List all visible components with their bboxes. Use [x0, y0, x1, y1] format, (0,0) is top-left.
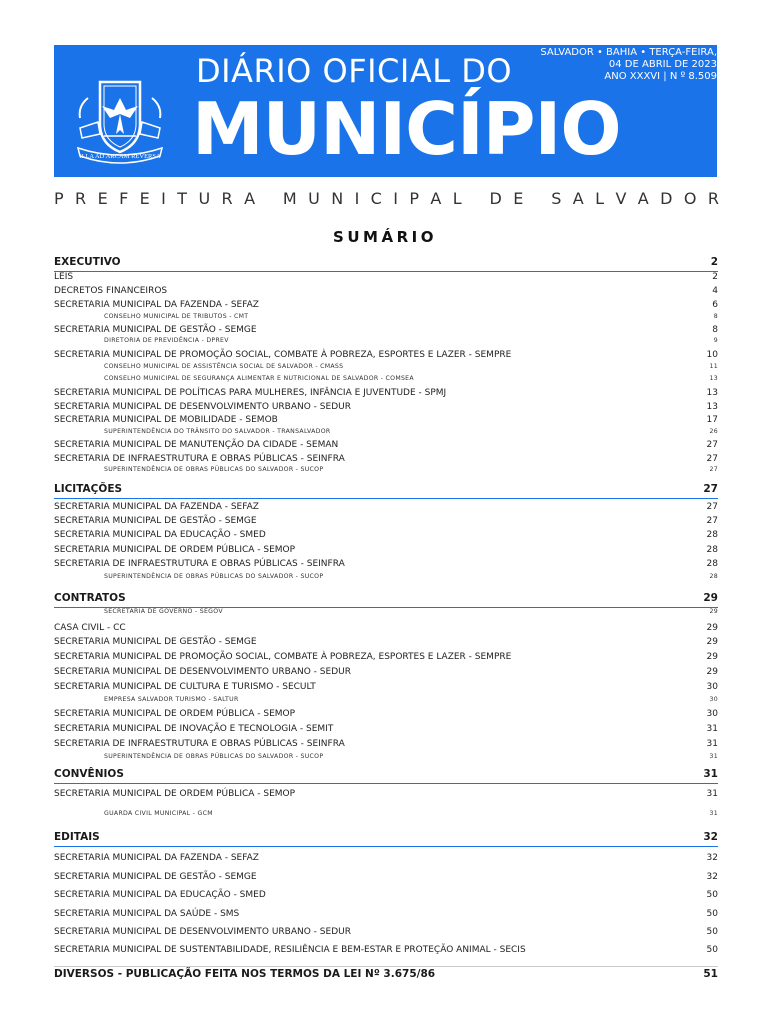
toc-entry — [54, 927, 718, 939]
entry-label: SECRETARIA MUNICIPAL DA EDUCAÇÃO - SMED — [54, 530, 266, 540]
toc-entry — [54, 440, 718, 452]
entry-page-number: 50 — [706, 909, 718, 919]
prefeitura-letter: L — [452, 189, 462, 208]
entry-label: SECRETARIA DE INFRAESTRUTURA E OBRAS PÚBLICAS - SEINFRA — [54, 559, 345, 569]
toc-entry — [54, 350, 718, 362]
toc-entry — [54, 325, 718, 337]
toc-entry — [54, 530, 718, 542]
section-header — [54, 968, 718, 983]
prefeitura-letter: I — [393, 189, 398, 208]
prefeitura-letter: E — [139, 189, 150, 208]
entry-label: SECRETARIA MUNICIPAL DA FAZENDA - SEFAZ — [54, 502, 259, 512]
entry-label: SUPERINTENDÊNCIA DE OBRAS PÚBLICAS DO SALVADOR - SUCOP — [104, 753, 324, 760]
entry-label: SECRETARIA MUNICIPAL DE GESTÃO - SEMGE — [54, 637, 257, 647]
entry-page-number: 50 — [706, 927, 718, 937]
entry-label: SECRETARIA MUNICIPAL DE ORDEM PÚBLICA - SEMOP — [54, 709, 296, 719]
entry-label: SECRETARIA MUNICIPAL DE GESTÃO - SEMGE — [54, 872, 257, 882]
prefeitura-letter: N — [331, 189, 344, 208]
prefeitura-letter: S — [551, 189, 562, 208]
entry-page-number: 27 — [709, 466, 718, 473]
section-header — [54, 256, 718, 272]
sub-entry — [104, 608, 718, 617]
prefeitura-letter: U — [308, 189, 320, 208]
entry-label: LEIS — [54, 272, 74, 282]
entry-page-number: 27 — [706, 454, 718, 464]
toc-entry — [54, 415, 718, 427]
toc-entry — [54, 516, 718, 528]
entry-page-number: 30 — [706, 709, 718, 719]
entry-label: DIRETORIA DE PREVIDÊNCIA - DPREV — [104, 337, 229, 344]
entry-page-number: 11 — [709, 363, 718, 370]
section-page-number: 2 — [710, 256, 718, 268]
toc-entry — [54, 637, 718, 649]
sub-entry — [104, 810, 718, 819]
toc-entry — [54, 272, 718, 284]
prefeitura-letter: R — [221, 189, 233, 208]
entry-page-number: 13 — [709, 375, 718, 382]
prefeitura-letter: A — [244, 189, 256, 208]
entry-page-number: 27 — [706, 440, 718, 450]
section-title: DIVERSOS - PUBLICAÇÃO FEITA NOS TERMOS DA LEI Nº 3.675/86 — [54, 968, 436, 980]
section-header — [54, 831, 718, 847]
entry-page-number: 31 — [709, 753, 718, 760]
entry-page-number: 4 — [712, 286, 718, 296]
entry-page-number: 28 — [709, 573, 718, 580]
entry-label: CASA CIVIL - CC — [54, 623, 126, 633]
prefeitura-letter: D — [660, 189, 673, 208]
entry-page-number: 13 — [706, 402, 718, 412]
entry-label: SECRETARIA DE INFRAESTRUTURA E OBRAS PÚBLICAS - SEINFRA — [54, 739, 345, 749]
entry-label: SECRETARIA MUNICIPAL DE GESTÃO - SEMGE — [54, 516, 257, 526]
section-header — [54, 483, 718, 499]
entry-page-number: 26 — [709, 428, 718, 435]
entry-label: SECRETARIA MUNICIPAL DA FAZENDA - SEFAZ — [54, 300, 259, 310]
entry-page-number: 30 — [709, 696, 718, 703]
entry-label: SECRETARIA MUNICIPAL DE DESENVOLVIMENTO URBANO - SEDUR — [54, 927, 351, 937]
toc-entry — [54, 890, 718, 902]
entry-label: SECRETARIA MUNICIPAL DA SAÚDE - SMS — [54, 909, 240, 919]
entry-page-number: 17 — [706, 415, 718, 425]
entry-label: SECRETARIA MUNICIPAL DE INOVAÇÃO E TECNOLOGIA - SEMIT — [54, 724, 334, 734]
prefeitura-letter — [473, 189, 478, 208]
toc-entry — [54, 545, 718, 557]
prefeitura-letter: T — [177, 189, 188, 208]
prefeitura-letter: U — [198, 189, 211, 208]
toc-entry — [54, 652, 718, 664]
toc-entry — [54, 709, 718, 721]
toc-entry — [54, 789, 718, 801]
toc-entry — [54, 402, 718, 414]
entry-label: CONSELHO MUNICIPAL DE ASSISTÊNCIA SOCIAL DE SALVADOR - CMASS — [104, 363, 344, 370]
entry-label: SECRETARIA MUNICIPAL DE ORDEM PÚBLICA - SEMOP — [54, 545, 296, 555]
sub-entry — [104, 375, 718, 384]
entry-page-number: 29 — [706, 667, 718, 677]
toc-entry — [54, 502, 718, 514]
toc-entry — [54, 286, 718, 298]
entry-label: CONSELHO MUNICIPAL DE SEGURANÇA ALIMENTAR E NUTRICIONAL DE SALVADOR - COMSEA — [104, 375, 414, 382]
prefeitura-letter: C — [370, 189, 382, 208]
entry-label: SECRETARIA MUNICIPAL DE MOBILIDADE - SEMOB — [54, 415, 278, 425]
entry-label: SECRETARIA MUNICIPAL DE SUSTENTABILIDADE, RESILIÊNCIA E BEM-ESTAR E PROTEÇÃO ANIMAL - SECIS — [54, 945, 526, 955]
entry-label: SECRETARIA MUNICIPAL DE DESENVOLVIMENTO URBANO - SEDUR — [54, 667, 351, 677]
toc-entry — [54, 909, 718, 921]
toc-entry — [54, 739, 718, 751]
entry-label: SECRETARIA MUNICIPAL DE DESENVOLVIMENTO URBANO - SEDUR — [54, 402, 351, 412]
entry-label: SECRETARIA MUNICIPAL DE PROMOÇÃO SOCIAL, COMBATE À POBREZA, ESPORTES E LAZER - SEMPRE — [54, 350, 512, 360]
sub-entry — [104, 313, 718, 322]
entry-page-number: 27 — [706, 516, 718, 526]
entry-page-number: 31 — [706, 789, 718, 799]
prefeitura-letter: P — [54, 189, 64, 208]
sub-entry — [104, 363, 718, 372]
entry-page-number: 9 — [713, 337, 718, 344]
entry-label: SECRETARIA MUNICIPAL DE PROMOÇÃO SOCIAL, COMBATE À POBREZA, ESPORTES E LAZER - SEMPRE — [54, 652, 512, 662]
section-title: CONVÊNIOS — [54, 768, 124, 780]
entry-label: SUPERINTENDÊNCIA DE OBRAS PÚBLICAS DO SALVADOR - SUCOP — [104, 466, 324, 473]
entry-page-number: 13 — [706, 388, 718, 398]
prefeitura-letter: A — [430, 189, 442, 208]
entry-label: CONSELHO MUNICIPAL DE TRIBUTOS - CMT — [104, 313, 249, 320]
prefeitura-letter: O — [683, 189, 697, 208]
sub-entry — [104, 337, 718, 346]
entry-label: SECRETARIA MUNICIPAL DA FAZENDA - SEFAZ — [54, 853, 259, 863]
coat-of-arms-icon — [74, 78, 166, 164]
title-line-1: DIÁRIO OFICIAL DO — [196, 52, 513, 90]
issue-text: ANO XXXVI | N º 8.509 — [604, 71, 717, 82]
entry-label: SUPERINTENDÊNCIA DO TRÂNSITO DO SALVADOR - TRANSALVADOR — [104, 428, 331, 435]
summary-title: SUMÁRIO — [333, 228, 437, 246]
prefeitura-letter: F — [119, 189, 129, 208]
title-line-2: MUNICÍPIO — [192, 87, 621, 171]
section-title: CONTRATOS — [54, 592, 126, 604]
entry-page-number: 29 — [706, 637, 718, 647]
prefeitura-letter: I — [161, 189, 166, 208]
entry-page-number: 28 — [706, 559, 718, 569]
entry-page-number: 30 — [706, 682, 718, 692]
section-header — [54, 768, 718, 784]
toc-entry — [54, 667, 718, 679]
entry-page-number: 29 — [706, 652, 718, 662]
entry-label: SECRETARIA MUNICIPAL DE CULTURA E TURISMO - SECULT — [54, 682, 316, 692]
sub-entry — [104, 466, 718, 475]
prefeitura-letter — [535, 189, 540, 208]
motto-text: ILLA AD ARCAM REVERSA — [79, 153, 161, 160]
prefeitura-letter: E — [97, 189, 108, 208]
entry-page-number: 29 — [709, 608, 718, 615]
prefeitura-letter — [266, 189, 271, 208]
entry-page-number: 31 — [706, 739, 718, 749]
prefeitura-letter: D — [489, 189, 502, 208]
entry-label: SECRETARIA MUNICIPAL DE ORDEM PÚBLICA - SEMOP — [54, 789, 296, 799]
prefeitura-banner — [54, 189, 719, 208]
section-page-number: 32 — [703, 831, 718, 843]
toc-entry — [54, 853, 718, 865]
toc-entry — [54, 388, 718, 400]
entry-label: DECRETOS FINANCEIROS — [54, 286, 168, 296]
section-page-number: 27 — [703, 483, 718, 495]
toc-entry — [54, 724, 718, 736]
entry-label: GUARDA CIVIL MUNICIPAL - GCM — [104, 810, 213, 817]
prefeitura-letter: R — [707, 189, 719, 208]
entry-label: SECRETARIA MUNICIPAL DA EDUCAÇÃO - SMED — [54, 890, 266, 900]
entry-label: SECRETARIA MUNICIPAL DE POLÍTICAS PARA MULHERES, INFÂNCIA E JUVENTUDE - SPMJ — [54, 388, 447, 398]
entry-page-number: 50 — [706, 945, 718, 955]
sub-entry — [104, 573, 718, 582]
dateline — [540, 47, 717, 83]
section-title: LICITAÇÕES — [54, 483, 123, 495]
entry-page-number: 32 — [706, 853, 718, 863]
section-title: EDITAIS — [54, 831, 100, 843]
prefeitura-letter: L — [595, 189, 605, 208]
entry-page-number: 8 — [712, 325, 718, 335]
section-page-number: 29 — [703, 592, 718, 604]
entry-label: SUPERINTENDÊNCIA DE OBRAS PÚBLICAS DO SALVADOR - SUCOP — [104, 573, 324, 580]
entry-page-number: 29 — [706, 623, 718, 633]
toc-entry — [54, 623, 718, 635]
date-text: 04 DE ABRIL DE 2023 — [608, 59, 717, 70]
prefeitura-letter: A — [637, 189, 649, 208]
entry-page-number: 32 — [706, 872, 718, 882]
prefeitura-letter: I — [354, 189, 360, 208]
entry-page-number: 27 — [706, 502, 718, 512]
prefeitura-letter: A — [572, 189, 584, 208]
entry-label: EMPRESA SALVADOR TURISMO - SALTUR — [104, 696, 239, 703]
entry-page-number: 31 — [706, 724, 718, 734]
entry-page-number: 31 — [709, 810, 718, 817]
entry-page-number: 28 — [706, 545, 718, 555]
entry-label: SECRETARIA DE INFRAESTRUTURA E OBRAS PÚBLICAS - SEINFRA — [54, 454, 345, 464]
section-page-number: 51 — [703, 968, 718, 980]
prefeitura-letter: M — [282, 189, 297, 208]
entry-label: SECRETARIA DE GOVERNO - SEGOV — [104, 608, 223, 615]
sub-entry — [104, 696, 718, 705]
divider — [54, 966, 718, 967]
entry-page-number: 6 — [712, 300, 718, 310]
entry-page-number: 2 — [712, 272, 718, 282]
entry-label: SECRETARIA MUNICIPAL DE MANUTENÇÃO DA CIDADE - SEMAN — [54, 440, 339, 450]
section-page-number: 31 — [703, 768, 718, 780]
entry-page-number: 50 — [706, 890, 718, 900]
sub-entry — [104, 753, 718, 762]
prefeitura-letter: V — [615, 189, 627, 208]
toc-entry — [54, 945, 718, 957]
prefeitura-letter: R — [75, 189, 87, 208]
prefeitura-letter: E — [513, 189, 524, 208]
location-text: SALVADOR • BAHIA • TERÇA-FEIRA, — [540, 47, 717, 58]
entry-page-number: 28 — [706, 530, 718, 540]
toc-entry — [54, 300, 718, 312]
entry-page-number: 10 — [706, 350, 718, 360]
toc-entry — [54, 559, 718, 571]
entry-label: SECRETARIA MUNICIPAL DE GESTÃO - SEMGE — [54, 325, 257, 335]
toc-entry — [54, 454, 718, 466]
entry-page-number: 8 — [713, 313, 718, 320]
section-title: EXECUTIVO — [54, 256, 121, 268]
toc-entry — [54, 682, 718, 694]
section-header — [54, 592, 718, 608]
sub-entry — [104, 428, 718, 437]
toc-entry — [54, 872, 718, 884]
prefeitura-letter: P — [409, 189, 419, 208]
